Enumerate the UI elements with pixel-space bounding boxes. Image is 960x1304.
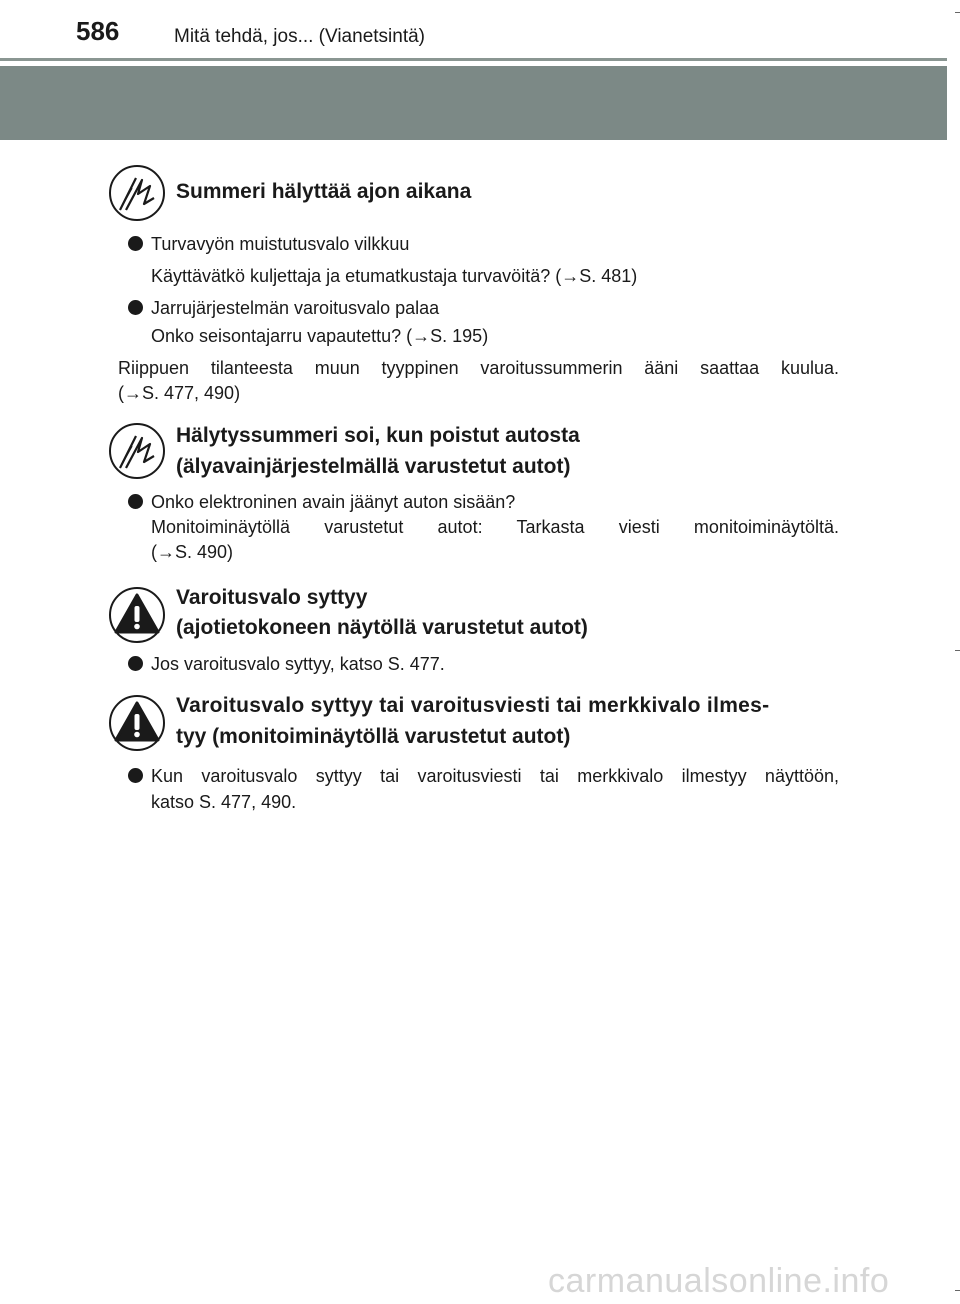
chapter-title: Mitä tehdä, jos... (Vianetsintä) <box>174 26 425 47</box>
watermark: carmanualsonline.info <box>548 1262 890 1300</box>
section-heading: (ajotietokoneen näytöllä varustetut autot) <box>176 616 588 639</box>
warning-icon <box>108 586 166 644</box>
section-heading: (älyavainjärjestelmällä varustetut autot) <box>176 455 571 478</box>
buzzer-icon <box>108 422 166 480</box>
bullet-dot <box>128 494 143 509</box>
bullet-dot <box>128 656 143 671</box>
bullet-text: Onko elektroninen avain jäänyt auton sisään? <box>151 492 516 512</box>
warning-icon <box>108 694 166 752</box>
bullet-dot <box>128 768 143 783</box>
section-heading: Hälytyssummeri soi, kun poistut autosta <box>176 424 580 447</box>
page-number: 586 <box>76 16 120 46</box>
bullet-text: Turvavyön muistutusvalo vilkkuu <box>151 234 410 254</box>
page-header <box>0 0 947 58</box>
bullet-text: Kun varoitusvalo syttyy tai varoitusviesti tai merkkivalo ilmestyy näyttöön, <box>151 766 839 786</box>
header-divider <box>0 58 947 61</box>
bullet-dot <box>128 236 143 251</box>
bullet-text: Jarrujärjestelmän varoitusvalo palaa <box>151 298 440 318</box>
bullet-text: Jos varoitusvalo syttyy, katso S. 477. <box>151 654 445 674</box>
bullet-dot <box>128 300 143 315</box>
edge-tick <box>955 1290 960 1291</box>
bullet-text: katso S. 477, 490. <box>151 792 297 812</box>
detail-text: (→S. 490) <box>151 542 234 562</box>
section-heading: Varoitusvalo syttyy <box>176 586 368 609</box>
header-band <box>0 66 947 140</box>
edge-tick <box>955 650 960 651</box>
buzzer-icon <box>108 164 166 222</box>
section-heading: tyy (monitoiminäytöllä varustetut autot) <box>176 725 571 748</box>
detail-text: Monitoiminäytöllä varustetut autot: Tarkasta viesti monitoiminäytöltä. <box>151 517 839 537</box>
section-heading: Varoitusvalo syttyy tai varoitusviesti tai merkkivalo ilmes- <box>176 694 770 717</box>
detail-text: Käyttävätkö kuljettaja ja etumatkustaja turvavöitä? (→S. 481) <box>151 266 638 286</box>
note-text: (→S. 477, 490) <box>118 383 241 403</box>
note-text: Riippuen tilanteesta muun tyyppinen varoitussummerin ääni saattaa kuulua. <box>118 358 839 378</box>
edge-tick <box>955 12 960 13</box>
section-heading: Summeri hälyttää ajon aikana <box>176 180 472 203</box>
detail-text: Onko seisontajarru vapautettu? (→S. 195) <box>151 326 489 346</box>
